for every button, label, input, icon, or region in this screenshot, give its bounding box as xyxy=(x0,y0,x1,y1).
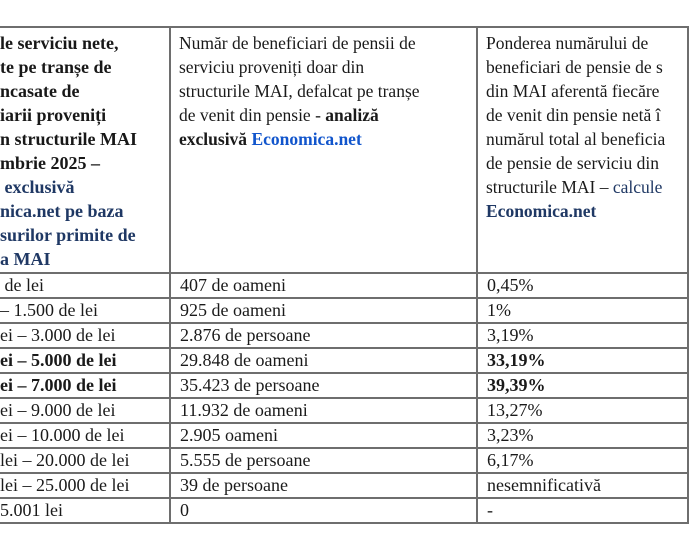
header-line xyxy=(486,199,685,223)
header-line-brand: exclusivă xyxy=(0,177,75,197)
table-row xyxy=(0,473,688,498)
header-line-brand: nica.net pe baza xyxy=(0,201,124,221)
header-line: le serviciu nete, xyxy=(0,33,119,53)
row-share-cell: 6,17% xyxy=(477,448,688,473)
header-line: n structurile MAI xyxy=(0,129,137,149)
header-line: iarii proveniți xyxy=(0,105,107,125)
row-count-cell: 5.555 de persoane xyxy=(170,448,477,473)
header-cell-pension-ranges xyxy=(0,27,170,273)
row-count-cell: 925 de oameni xyxy=(170,298,477,323)
table-row xyxy=(0,298,688,323)
pension-table xyxy=(0,26,689,524)
row-share-cell: nesemnificativă xyxy=(477,473,688,498)
table-row xyxy=(0,398,688,423)
header-line: din MAI aferentă fiecăre xyxy=(486,81,660,101)
row-share-cell: 13,27% xyxy=(477,398,688,423)
row-share-cell: 3,19% xyxy=(477,323,688,348)
row-share-cell: 39,39% xyxy=(477,373,688,398)
row-range-cell: lei – 20.000 de lei xyxy=(0,448,170,473)
row-count-cell: 39 de persoane xyxy=(170,473,477,498)
row-range-cell: ei – 9.000 de lei xyxy=(0,398,170,423)
row-count-cell: 0 xyxy=(170,498,477,523)
table-row xyxy=(0,323,688,348)
table-row xyxy=(0,373,688,398)
row-range-cell: ei – 7.000 de lei xyxy=(0,373,170,398)
row-count-cell: 29.848 de oameni xyxy=(170,348,477,373)
row-range-cell: lei – 25.000 de lei xyxy=(0,473,170,498)
header-line-brand: surilor primite de xyxy=(0,225,136,245)
row-range-cell: – 1.500 de lei xyxy=(0,298,170,323)
row-share-cell: 0,45% xyxy=(477,273,688,298)
header-line xyxy=(486,175,685,199)
header-cell-beneficiary-count xyxy=(170,27,477,273)
header-line xyxy=(179,103,474,127)
row-share-cell: 1% xyxy=(477,298,688,323)
table-header-row xyxy=(0,27,688,273)
header-line: serviciu proveniți doar din xyxy=(179,57,365,77)
header-cell-share-percentage xyxy=(477,27,688,273)
header-line: te pe tranșe de xyxy=(0,57,112,77)
row-share-cell: 3,23% xyxy=(477,423,688,448)
header-line xyxy=(179,127,474,151)
header-text: structurile MAI – xyxy=(486,177,613,197)
row-range-cell: ei – 3.000 de lei xyxy=(0,323,170,348)
table-row xyxy=(0,498,688,523)
header-line: de venit din pensie netă î xyxy=(486,105,661,125)
row-range-cell: 5.001 lei xyxy=(0,498,170,523)
economica-net-brand: Economica.net xyxy=(486,201,597,221)
row-range-cell: de lei xyxy=(0,273,170,298)
header-line-brand: a MAI xyxy=(0,249,51,269)
header-text-highlight: calcule xyxy=(612,177,663,197)
row-count-cell: 2.905 oameni xyxy=(170,423,477,448)
header-line: structurile MAI, defalcat pe tranșe xyxy=(179,81,420,101)
header-line: de pensie de serviciu din xyxy=(486,153,660,173)
row-share-cell: 33,19% xyxy=(477,348,688,373)
row-count-cell: 2.876 de persoane xyxy=(170,323,477,348)
header-line: mbrie 2025 – xyxy=(0,153,100,173)
header-text-bold: analiză xyxy=(325,105,379,125)
row-count-cell: 407 de oameni xyxy=(170,273,477,298)
row-count-cell: 35.423 de persoane xyxy=(170,373,477,398)
row-range-cell: ei – 5.000 de lei xyxy=(0,348,170,373)
economica-net-brand: Economica.net xyxy=(251,129,362,149)
row-range-cell: ei – 10.000 de lei xyxy=(0,423,170,448)
row-share-cell: - xyxy=(477,498,688,523)
header-line: ncasate de xyxy=(0,81,80,101)
table-row xyxy=(0,348,688,373)
table-row xyxy=(0,448,688,473)
header-line: Ponderea numărului de xyxy=(486,33,649,53)
header-text-bold: exclusivă xyxy=(179,129,252,149)
header-line: numărul total al beneficia xyxy=(486,129,666,149)
header-text: de venit din pensie - xyxy=(179,105,326,125)
table-row xyxy=(0,423,688,448)
header-line: Număr de beneficiari de pensii de xyxy=(179,33,416,53)
table-row xyxy=(0,273,688,298)
header-line: beneficiari de pensie de s xyxy=(486,57,663,77)
row-count-cell: 11.932 de oameni xyxy=(170,398,477,423)
